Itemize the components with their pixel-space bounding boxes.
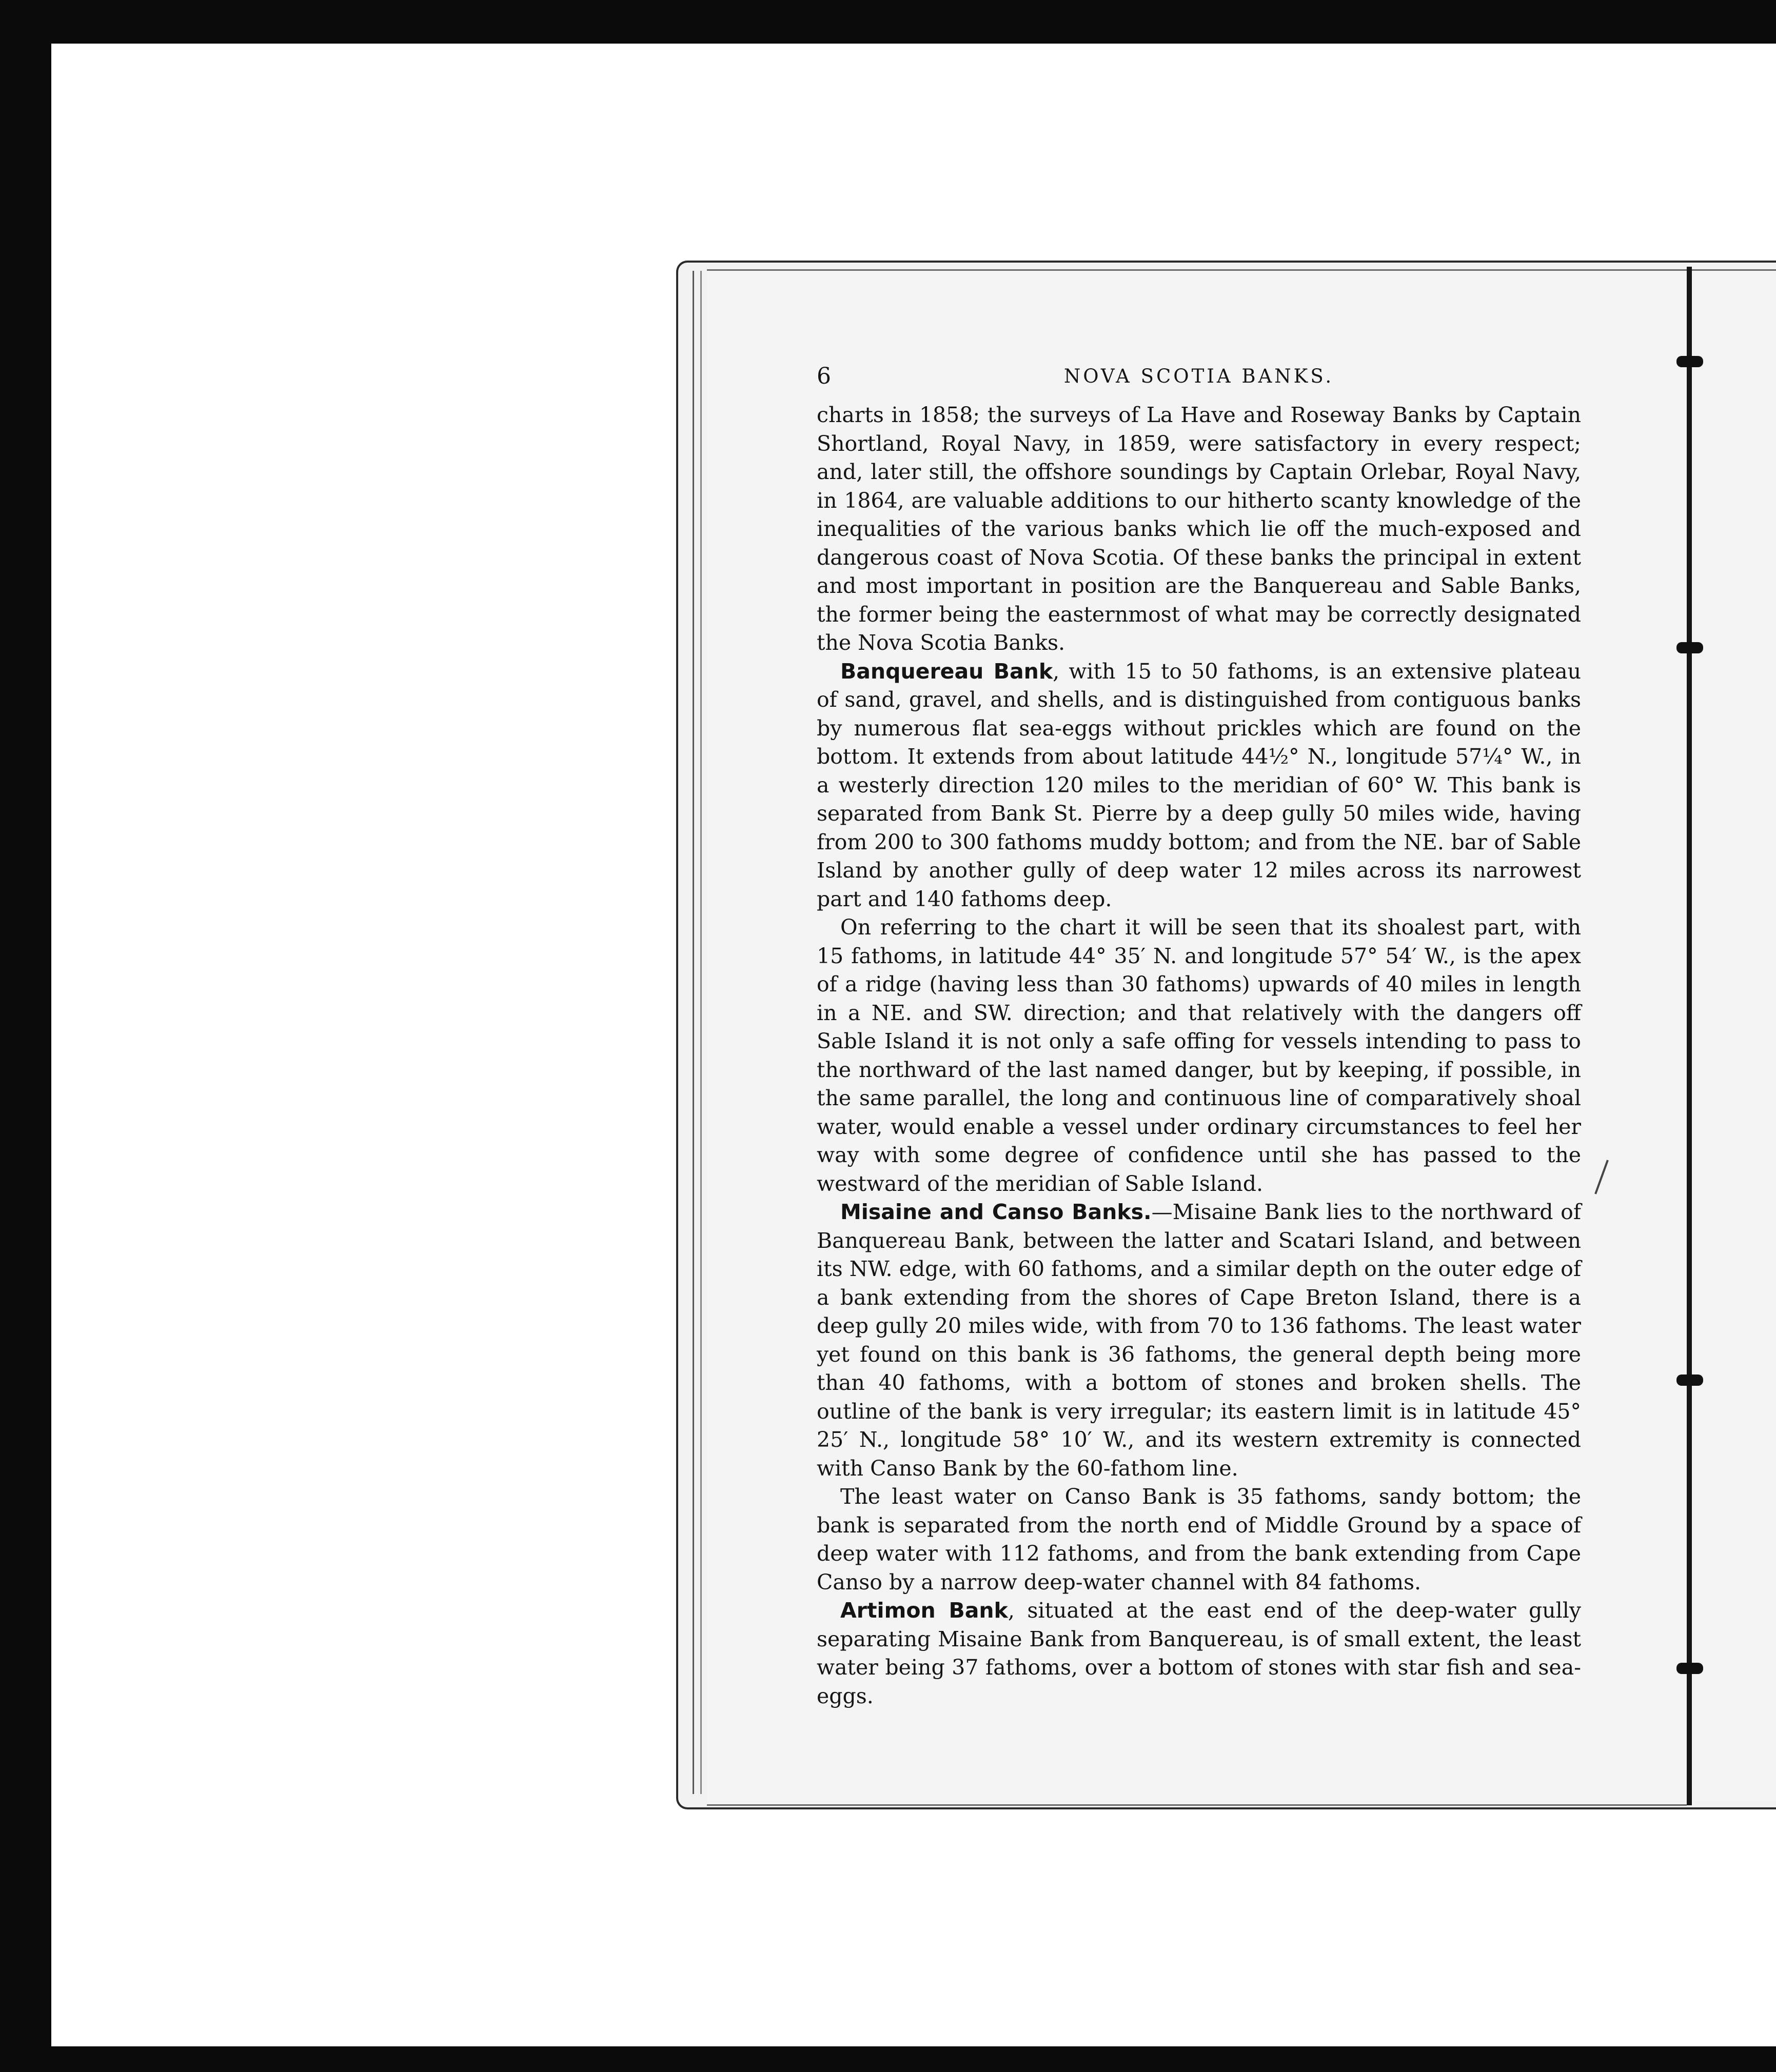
binding-stitch [1676,1374,1703,1386]
page-number: 6 [817,363,831,389]
binding-stitch [1676,356,1703,367]
section-heading: Misaine and Canso Banks. [840,1200,1152,1224]
paragraph-text: —Misaine Bank lies to the northward of Banquereau Bank, between the latter and Scatari Island, and between its NW. edge, with 60 fathoms, and a similar depth on the outer edge of a bank extending from the shores of Cape Breton Island, there is a deep gully 20 miles wide, with from 70 to 136 fathoms. The least water yet found on this bank is 36 fathoms, the general depth being more than 40 fathoms, with a bottom of stones and broken shells. The outline of the bank is very irregular; its eastern limit is in latitude 45° 25′ N., longitude 58° 10′ W., and its western extremity is connected with Canso Bank by the 60-fathom line. [817,1200,1582,1481]
facing-page-edge [1692,269,1776,1804]
paragraph [817,1198,1581,1483]
binding-stitch [1676,1663,1703,1674]
paragraph-text: charts in 1858; the surveys of La Have and Roseway Banks by Captain Shortland, Royal Navy, in 1859, were satisfactory in every respect; and, later still, the offshore soundings by Captain Orlebar, Royal Navy, in 1864, are valuable additions to our hitherto scanty knowledge of the inequalities of the various banks which lie off the much-exposed and dangerous coast of Nova Scotia. Of these banks the principal in extent and most important in position are the Banquereau and Sable Banks, the former being the easternmost of what may be correctly designated the Nova Scotia Banks. [817,403,1581,655]
scan-frame-top [0,0,1776,44]
paragraph [817,658,1581,914]
paragraph [817,913,1581,1198]
paragraph-text: The least water on Canso Bank is 35 fathoms, sandy bottom; the bank is separated from the north end of Middle Ground by a space of deep water with 112 fathoms, and from the bank extending from Cape Canso by a narrow deep-water channel with 84 fathoms. [817,1484,1581,1595]
page-text-block [817,362,1581,1710]
paragraph [817,1597,1581,1710]
scan-frame-bottom [0,2046,1776,2072]
paragraph-text: On referring to the chart it will be seen that its shoalest part, with 15 fathoms, in latitude 44° 35′ N. and longitude 57° 54′ W., is the apex of a ridge (having less than 30 fathoms) upwards of 40 miles in length in a NE. and SW. direction; and that relatively with the dangers off Sable Island it is not only a safe offing for vessels intending to pass to the northward of the last named danger, but by keeping, if possible, in the same parallel, the long and continuous line of comparatively shoal water, would enable a vessel under ordinary circumstances to feel her way with some degree of confidence until she has passed to the westward of the meridian of Sable Island. [817,915,1581,1196]
book-gutter [1687,267,1692,1805]
page-edge-lines [693,271,702,1794]
section-heading: Banquereau Bank [840,659,1053,684]
paragraph [817,1483,1581,1597]
paragraph [817,401,1581,658]
running-head [817,362,1581,393]
paragraph-text: , with 15 to 50 fathoms, is an extensive plateau of sand, gravel, and shells, and is distinguished from contiguous banks by numerous flat sea-eggs without prickles which are found on the bottom. It extends from about latitude 44½° N., longitude 57¼° W., in a westerly direction 120 miles to the meridian of 60° W. This bank is separated from Bank St. Pierre by a deep gully 50 miles wide, having from 200 to 300 fathoms muddy bottom; and from the NE. bar of Sable Island by another gully of deep water 12 miles across its narrowest part and 140 fathoms deep. [817,659,1581,911]
binding-stitch [1676,642,1703,653]
section-heading: Artimon Bank [840,1598,1008,1623]
paragraph-text: , situated at the east end of the deep-water gully separating Misaine Bank from Banquereau, is of small extent, the least water being 37 fathoms, over a bottom of stones with star fish and sea-eggs. [817,1598,1582,1708]
scan-frame-left [0,0,51,2072]
running-title: NOVA SCOTIA BANKS. [1063,365,1334,387]
